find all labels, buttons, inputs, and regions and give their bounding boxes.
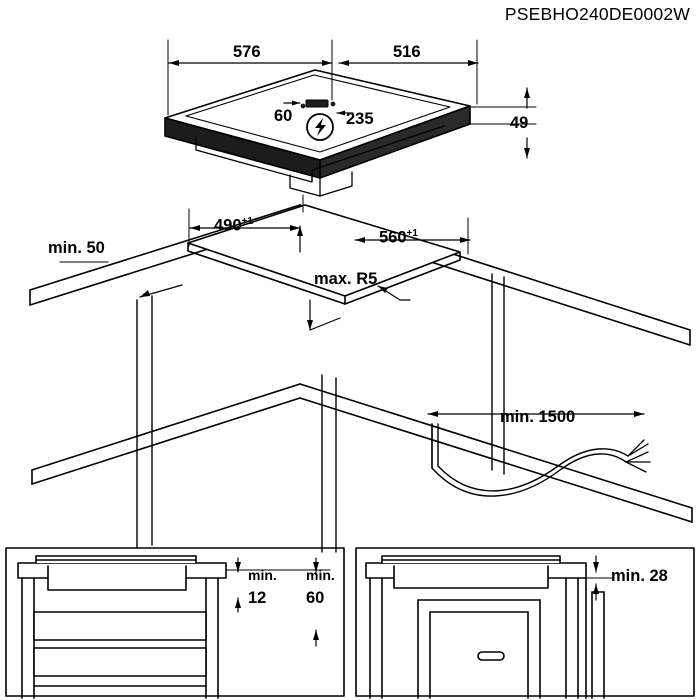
dimension-cutout-depth	[214, 217, 253, 234]
dimension-hob-depth: 516	[393, 43, 421, 61]
section-view-left	[6, 548, 344, 698]
dimension-cutout-width	[379, 229, 418, 246]
cutout-depth-tolerance: +1	[241, 216, 253, 227]
dimension-connector-offset-left: 60	[274, 107, 293, 125]
dimension-min-front-gap-value: 12	[248, 589, 267, 607]
dimension-hob-height: 49	[510, 114, 529, 132]
dimension-hob-width: 576	[233, 43, 261, 61]
dimension-connector-offset-right: 235	[346, 110, 374, 128]
label-min-front-gap: min.	[248, 567, 277, 583]
dimension-min-side-clearance: min. 50	[48, 239, 105, 257]
dimension-min-cavity-value: 60	[306, 589, 325, 607]
dimension-cable-length: min. 1500	[500, 408, 576, 426]
cutout-width-value: 560	[379, 228, 407, 247]
cutout-depth-value: 490	[214, 216, 242, 235]
power-symbol-icon	[307, 114, 333, 140]
label-min-cavity: min.	[306, 567, 335, 583]
document-code: PSEBHO240DE0002W	[504, 4, 690, 24]
dimension-corner-radius: max. R5	[314, 270, 378, 288]
dimension-min-rear: min. 28	[611, 567, 668, 585]
cutout-width-tolerance: +1	[406, 228, 418, 239]
